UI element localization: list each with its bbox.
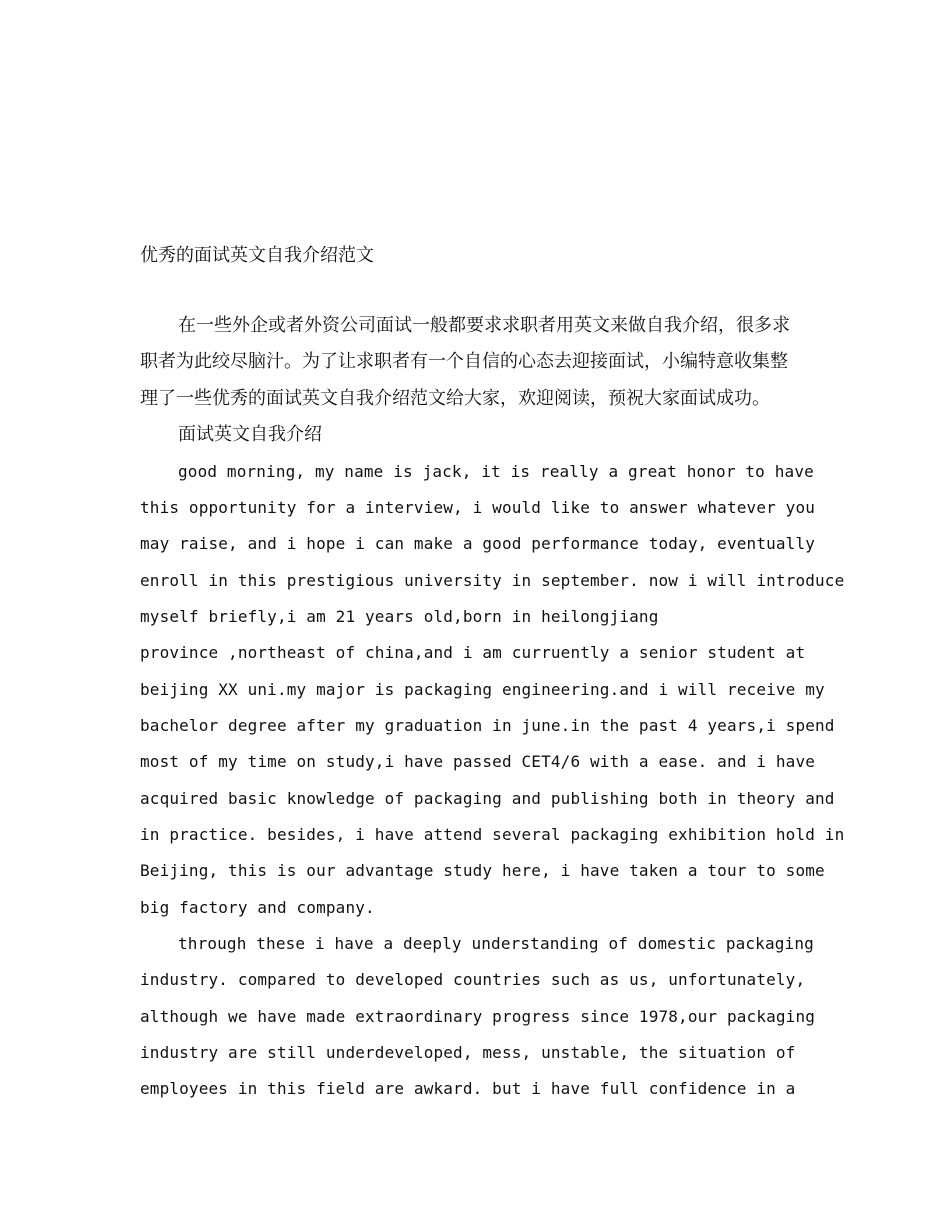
paragraph1-line: may raise, and i hope i can make a good performance today, eventually xyxy=(140,534,816,553)
paragraph1-line: bachelor degree after my graduation in june.in the past 4 years,i spend xyxy=(140,716,835,735)
paragraph1-line: good morning, my name is jack, it is really a great honor to have xyxy=(178,462,814,481)
paragraph2-line: although we have made extraordinary progress since 1978,our packaging xyxy=(140,1007,816,1026)
paragraph1-line: big factory and company. xyxy=(140,898,375,917)
paragraph1-line: beijing XX uni.my major is packaging engineering.and i will receive my xyxy=(140,680,825,699)
paragraph2-line: industry. compared to developed countries such as us, unfortunately, xyxy=(140,970,806,989)
paragraph1-line: most of my time on study,i have passed CET4/6 with a ease. and i have xyxy=(140,752,816,771)
intro-line: 在一些外企或者外资公司面试一般都要求求职者用英文来做自我介绍，很多求 xyxy=(178,315,790,336)
section-heading: 面试英文自我介绍 xyxy=(178,424,322,445)
paragraph1-line: enroll in this prestigious university in september. now i will introduce xyxy=(140,571,845,590)
intro-line: 职者为此绞尽脑汁。为了让求职者有一个自信的心态去迎接面试，小编特意收集整 xyxy=(140,351,788,372)
paragraph1-line: myself briefly,i am 21 years old,born in heilongjiang xyxy=(140,607,659,626)
paragraph1-line: this opportunity for a interview, i would like to answer whatever you xyxy=(140,498,816,517)
intro-line: 理了一些优秀的面试英文自我介绍范文给大家，欢迎阅读，预祝大家面试成功。 xyxy=(140,388,770,409)
paragraph2-line: industry are still underdeveloped, mess, unstable, the situation of xyxy=(140,1043,796,1062)
paragraph1-line: acquired basic knowledge of packaging and publishing both in theory and xyxy=(140,789,835,808)
paragraph1-line: province ,northeast of china,and i am curruently a senior student at xyxy=(140,643,806,662)
paragraph2-line: employees in this field are awkard. but i have full confidence in a xyxy=(140,1079,796,1098)
paragraph2-line: through these i have a deeply understanding of domestic packaging xyxy=(178,934,814,953)
paragraph1-line: Beijing, this is our advantage study here, i have taken a tour to some xyxy=(140,861,825,880)
paragraph1-line: in practice. besides, i have attend several packaging exhibition hold in xyxy=(140,825,845,844)
document-title: 优秀的面试英文自我介绍范文 xyxy=(140,245,374,266)
